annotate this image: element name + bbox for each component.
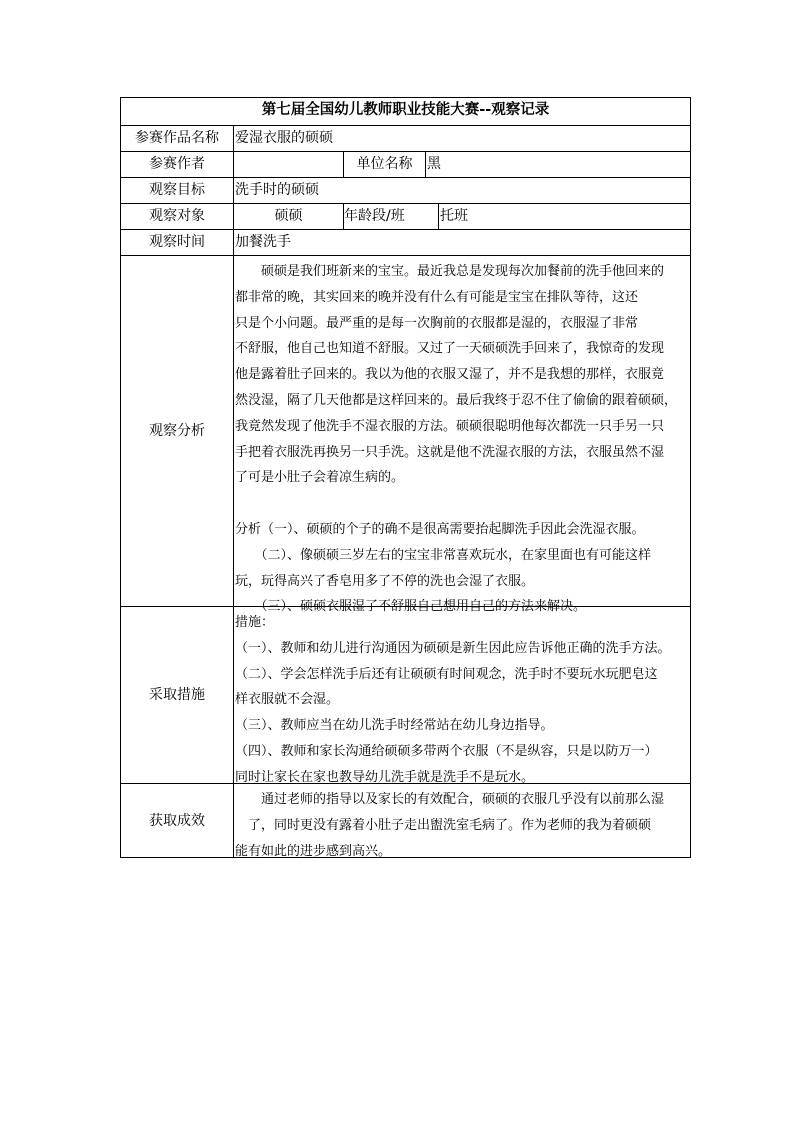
results-label: 获取成效 [149,812,205,829]
goal-value: 洗手时的硕硕 [235,182,319,198]
analysis-label: 观察分析 [149,422,205,439]
measures-line: （二）、学会怎样洗手后还有让硕硕有时间观念，洗手时不要玩水玩肥皂这 [235,666,658,682]
analysis-line: 手把着衣服洗再换另一只手洗。这就是他不洗湿衣服的方法，衣服虽然不湿 [235,444,665,460]
target-label: 观察对象 [149,208,205,224]
results-line: 通过老师的指导以及家长的有效配合，硕硕的衣服几乎没有以前那么湿 [235,792,665,807]
target-value: 硕硕 [274,208,303,224]
observation-record-table [120,97,691,858]
analysis-line: 了可是小肚子会着凉生病的。 [235,470,405,486]
analysis-line: 只是个小问题。最严重的是每一次胸前的衣服都是湿的，衣服湿了非常 [235,315,639,331]
analysis-line: 然没湿，隔了几天他都是这样回来的。最后我终于忍不住了偷偷的跟着硕硕， [235,392,678,408]
goal-label: 观察目标 [149,182,205,198]
unit-value: 黑 [427,156,441,172]
analysis-line: 都非常的晚，其实回来的晚并没有什么有可能是宝宝在排队等待，这还 [235,289,639,305]
unit-label: 单位名称 [356,156,413,172]
results-line: 能有如此的进步感到高兴。 [235,843,392,859]
analysis-line: 不舒服，他自己也知道不舒服。又过了一天硕硕洗手回来了，我惊奇的发现 [235,341,665,357]
measures-line: 同时让家长在家也教导幼儿洗手就是洗手不是玩水。 [235,769,535,785]
measures-line: （一）、教师和幼儿进行沟通因为硕硕是新生因此应告诉他正确的洗手方法。 [235,640,671,656]
analysis-line: 分析（一）、硕硕的个子的确不是很高需要抬起脚洗手因此会洗湿衣服。 [235,521,645,537]
time-label: 观察时间 [149,234,205,250]
age-label: 年龄段/班 [344,208,405,224]
measures-text [235,610,691,791]
measures-label: 采取措施 [149,686,205,703]
results-text [235,787,691,864]
work-name-label: 参赛作品名称 [135,130,219,146]
analysis-line: （三）、硕硕衣服湿了不舒服自己想用自己的方法来解决。 [235,599,587,615]
measures-line: （三）、教师应当在幼儿洗手时经常站在幼儿身边指导。 [235,718,554,734]
analysis-line: 他是露着肚子回来的。我以为他的衣服又湿了，并不是我想的那样，衣服竟 [235,367,665,383]
analysis-line: 硕硕是我们班新来的宝宝。最近我总是发现每次加餐前的洗手他回来的 [235,264,665,279]
analysis-line [235,491,691,517]
analysis-text [235,259,691,620]
age-value: 托班 [440,208,468,224]
measures-line: （四）、教师和家长沟通给硕硕多带两个衣服（不是纵容，只是以防万一） [235,743,658,759]
work-name-value: 爱湿衣服的硕硕 [235,130,333,146]
author-label: 参赛作者 [149,156,205,172]
analysis-line: 玩，玩得高兴了香皂用多了不停的洗也会湿了衣服。 [235,573,535,589]
analysis-line: （二）、像硕硕三岁左右的宝宝非常喜欢玩水，在家里面也有可能这样 [235,547,652,563]
time-value: 加餐洗手 [235,234,291,250]
measures-line: 措施： [235,615,275,630]
analysis-line: 我竟然发现了他洗手不湿衣服的方法。硕硕很聪明他每次都洗一只手另一只 [235,418,665,434]
results-line: 了，同时更没有露着小肚子走出盥洗室毛病了。作为老师的我为着硕硕 [235,817,652,833]
measures-line: 样衣服就不会湿。 [235,692,340,708]
record-title: 第七届全国幼儿教师职业技能大赛--观察记录 [261,102,550,118]
